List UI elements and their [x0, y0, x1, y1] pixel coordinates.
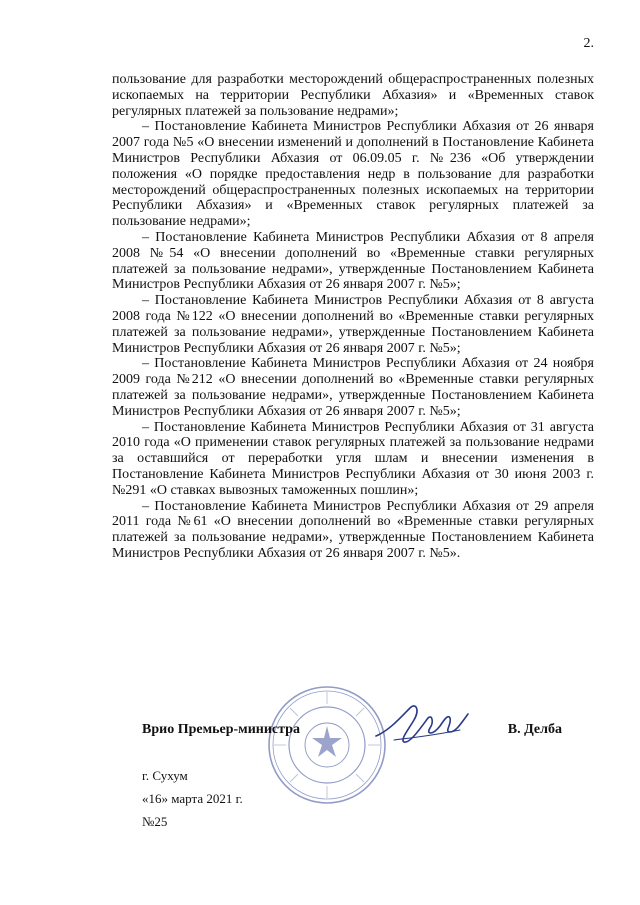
- document-number: №25: [142, 814, 168, 829]
- paragraph-continuation: пользование для разработки месторождений общераспространенных полезных ископаемых на территории Республики Абхазия» и «Временных ставок регулярных платежей за пользование недрами»;: [112, 72, 594, 119]
- issue-date: «16» марта 2021 г.: [142, 791, 243, 806]
- document-body: [112, 72, 594, 562]
- list-item: – Постановление Кабинета Министров Республики Абхазия от 26 января 2007 года №5 «О внесении изменений и дополнений в Постановление Кабинета Министров Республики Абхазия от 06.09.05 г. №236 «Об утверждении положения «О порядке предоставления недр в пользование для разработки месторождений общераспространенных полезных ископаемых на территории Республики Абхазия» и «Временных ставок регулярных платежей за пользование недрами»;: [112, 119, 594, 230]
- list-item: – Постановление Кабинета Министров Республики Абхазия от 29 апреля 2011 года №61 «О внесении дополнений во «Временные ставки регулярных платежей за пользование недрами», утвержденные Постановлением Кабинета Министров Республики Абхазия от 26 января 2007 г. №5».: [112, 498, 594, 561]
- issue-city: г. Сухум: [142, 768, 188, 783]
- page-number: 2.: [583, 36, 594, 51]
- list-item: – Постановление Кабинета Министров Республики Абхазия от 24 ноября 2009 года №212 «О внесении дополнений во «Временные ставки регулярных платежей за пользование недрами», утвержденные Постановлением Кабинета Министров Республики Абхазия от 26 января 2007 г. №5»;: [112, 356, 594, 419]
- signature-block: [142, 720, 562, 760]
- signer-name: В. Делба: [507, 722, 562, 737]
- document-footer: [142, 764, 243, 833]
- signer-position: Врио Премьер-министра: [142, 722, 300, 737]
- list-item: – Постановление Кабинета Министров Республики Абхазия от 8 апреля 2008 №54 «О внесении дополнений во «Временные ставки регулярных платежей за пользование недрами», утвержденные Постановлением Кабинета Министров Республики Абхазия от 26 января 2007 г. №5»;: [112, 229, 594, 293]
- list-item: – Постановление Кабинета Министров Республики Абхазия от 8 августа 2008 года №122 «О внесении дополнений во «Временные ставки регулярных платежей за пользование недрами», утвержденные Постановлением Кабинета Министров Республики Абхазия от 26 января 2007 г. №5»;: [112, 293, 594, 356]
- list-item: – Постановление Кабинета Министров Республики Абхазия от 31 августа 2010 года «О применении ставок регулярных платежей за пользование недрами за оставшийся от переработки угля шлам и внесении изменения в Постановление Кабинета Министров Республики Абхазия от 30 июня 2003 г. №291 «О ставках вывозных таможенных пошлин»;: [112, 419, 594, 498]
